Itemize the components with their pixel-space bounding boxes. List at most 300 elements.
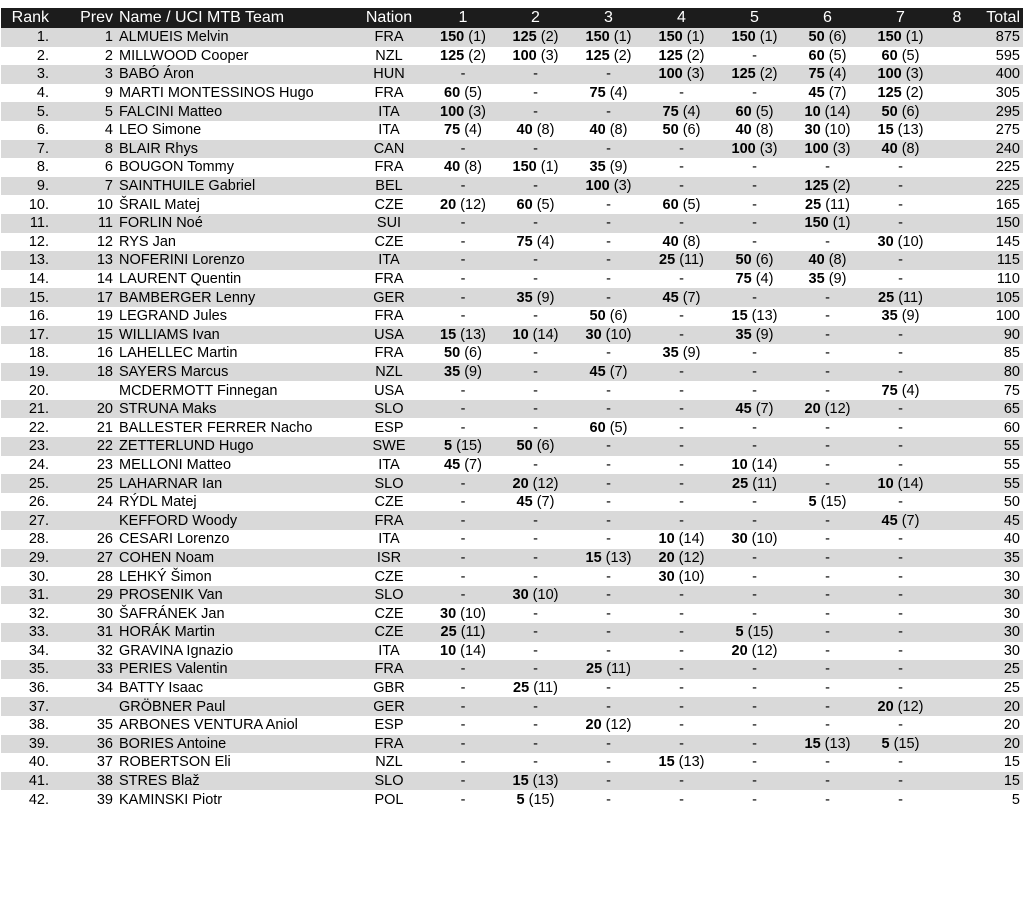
race-result-cell: - xyxy=(427,790,499,809)
race-result-cell: 40 (8) xyxy=(645,233,718,252)
race-result-cell: 150 (1) xyxy=(645,28,718,47)
nation-cell: ITA xyxy=(351,251,427,270)
race-result-cell: - xyxy=(864,363,937,382)
race-result-cell: 15 (13) xyxy=(791,735,864,754)
race-result-cell: 25 (11) xyxy=(645,251,718,270)
race-result-cell: - xyxy=(572,511,645,530)
race-result-cell xyxy=(937,474,977,493)
race-result-cell: 35 (9) xyxy=(499,288,572,307)
race-result-cell: 75 (4) xyxy=(499,233,572,252)
race-result-cell: 75 (4) xyxy=(791,65,864,84)
race-result-cell: - xyxy=(572,456,645,475)
nation-cell: ITA xyxy=(351,456,427,475)
race-result-cell: 100 (3) xyxy=(645,65,718,84)
race-result-cell: - xyxy=(499,716,572,735)
table-row xyxy=(1,233,1023,252)
race-result-cell: - xyxy=(791,363,864,382)
nation-cell: POL xyxy=(351,790,427,809)
total-cell: 25 xyxy=(977,679,1023,698)
rider-name-cell: GRÖBNER Paul xyxy=(117,697,351,716)
race-result-cell xyxy=(937,344,977,363)
race-result-cell: - xyxy=(572,772,645,791)
rank-cell: 29. xyxy=(1,549,63,568)
total-cell: 55 xyxy=(977,456,1023,475)
race-result-cell: 5 (15) xyxy=(427,437,499,456)
race-result-cell: 15 (13) xyxy=(572,549,645,568)
race-result-cell: 40 (8) xyxy=(864,140,937,159)
nation-cell: SWE xyxy=(351,437,427,456)
race-result-cell: 100 (3) xyxy=(572,177,645,196)
race-result-cell: - xyxy=(718,158,791,177)
rank-cell: 5. xyxy=(1,102,63,121)
race-result-cell: 20 (12) xyxy=(864,697,937,716)
prev-rank-cell: 27 xyxy=(63,549,117,568)
race-result-cell: - xyxy=(864,344,937,363)
race-result-cell: - xyxy=(572,381,645,400)
race-result-cell xyxy=(937,28,977,47)
race-result-cell: - xyxy=(572,102,645,121)
race-result-cell: - xyxy=(499,735,572,754)
race-result-cell: - xyxy=(572,753,645,772)
race-result-cell: 35 (9) xyxy=(427,363,499,382)
table-row xyxy=(1,140,1023,159)
nation-cell: SLO xyxy=(351,474,427,493)
race-result-cell: 125 (2) xyxy=(791,177,864,196)
race-result-cell xyxy=(937,400,977,419)
total-cell: 80 xyxy=(977,363,1023,382)
rank-cell: 35. xyxy=(1,660,63,679)
total-cell: 145 xyxy=(977,233,1023,252)
rider-name-cell: STRES Blaž xyxy=(117,772,351,791)
nation-cell: NZL xyxy=(351,47,427,66)
rank-cell: 36. xyxy=(1,679,63,698)
race-result-cell: - xyxy=(499,511,572,530)
race-result-cell: - xyxy=(572,288,645,307)
race-result-cell: - xyxy=(645,772,718,791)
rank-cell: 2. xyxy=(1,47,63,66)
race-result-cell: 15 (13) xyxy=(499,772,572,791)
race-result-cell xyxy=(937,493,977,512)
nation-cell: GBR xyxy=(351,679,427,698)
race-result-cell: - xyxy=(645,177,718,196)
race-result-cell: - xyxy=(645,437,718,456)
race-result-cell: - xyxy=(718,363,791,382)
race-result-cell xyxy=(937,177,977,196)
race-result-cell: - xyxy=(499,177,572,196)
rider-name-cell: BORIES Antoine xyxy=(117,735,351,754)
prev-rank-cell: 4 xyxy=(63,121,117,140)
race-result-cell: - xyxy=(427,177,499,196)
race-result-cell: - xyxy=(791,790,864,809)
race-result-cell: - xyxy=(718,214,791,233)
race-result-cell: - xyxy=(645,400,718,419)
nation-cell: ISR xyxy=(351,549,427,568)
prev-rank-cell: 12 xyxy=(63,233,117,252)
rank-cell: 42. xyxy=(1,790,63,809)
race-result-cell: - xyxy=(572,214,645,233)
race-result-cell: - xyxy=(572,567,645,586)
table-row xyxy=(1,177,1023,196)
race-result-cell: 35 (9) xyxy=(864,307,937,326)
prev-rank-cell: 39 xyxy=(63,790,117,809)
prev-rank-cell: 16 xyxy=(63,344,117,363)
table-row xyxy=(1,493,1023,512)
race-result-cell: 20 (12) xyxy=(718,642,791,661)
total-cell: 35 xyxy=(977,549,1023,568)
race-result-cell: - xyxy=(572,530,645,549)
nation-cell: FRA xyxy=(351,511,427,530)
race-result-cell: - xyxy=(864,270,937,289)
prev-rank-cell: 14 xyxy=(63,270,117,289)
race-result-cell: - xyxy=(645,623,718,642)
race-result-cell: - xyxy=(718,679,791,698)
rider-name-cell: MELLONI Matteo xyxy=(117,456,351,475)
race-result-cell xyxy=(937,158,977,177)
nation-cell: GER xyxy=(351,288,427,307)
race-result-cell: - xyxy=(864,214,937,233)
table-row xyxy=(1,716,1023,735)
race-result-cell: 150 (1) xyxy=(427,28,499,47)
nation-cell: USA xyxy=(351,381,427,400)
rider-name-cell: BABÓ Áron xyxy=(117,65,351,84)
standings-table xyxy=(1,8,1023,809)
prev-rank-cell xyxy=(63,697,117,716)
race-result-cell: - xyxy=(864,642,937,661)
rank-cell: 20. xyxy=(1,381,63,400)
rank-cell: 26. xyxy=(1,493,63,512)
table-row xyxy=(1,623,1023,642)
header-race-7: 7 xyxy=(864,8,937,28)
race-result-cell: - xyxy=(718,195,791,214)
race-result-cell: - xyxy=(499,251,572,270)
rider-name-cell: HORÁK Martin xyxy=(117,623,351,642)
race-result-cell: - xyxy=(499,307,572,326)
race-result-cell: - xyxy=(499,530,572,549)
rank-cell: 7. xyxy=(1,140,63,159)
total-cell: 275 xyxy=(977,121,1023,140)
race-result-cell: - xyxy=(499,660,572,679)
total-cell: 30 xyxy=(977,642,1023,661)
race-result-cell xyxy=(937,679,977,698)
race-result-cell: 5 (15) xyxy=(718,623,791,642)
rank-cell: 13. xyxy=(1,251,63,270)
race-result-cell: - xyxy=(572,493,645,512)
rank-cell: 21. xyxy=(1,400,63,419)
rank-cell: 3. xyxy=(1,65,63,84)
race-result-cell: 15 (13) xyxy=(645,753,718,772)
nation-cell: CZE xyxy=(351,195,427,214)
race-result-cell: - xyxy=(572,604,645,623)
total-cell: 45 xyxy=(977,511,1023,530)
table-row xyxy=(1,214,1023,233)
rank-cell: 8. xyxy=(1,158,63,177)
race-result-cell: 20 (12) xyxy=(645,549,718,568)
race-result-cell: - xyxy=(645,604,718,623)
race-result-cell: - xyxy=(572,65,645,84)
race-result-cell: - xyxy=(572,233,645,252)
race-result-cell: - xyxy=(864,753,937,772)
race-result-cell: 15 (13) xyxy=(718,307,791,326)
race-result-cell: - xyxy=(572,437,645,456)
race-result-cell: - xyxy=(645,140,718,159)
total-cell: 55 xyxy=(977,437,1023,456)
race-result-cell: 60 (5) xyxy=(718,102,791,121)
race-result-cell xyxy=(937,84,977,103)
nation-cell: HUN xyxy=(351,65,427,84)
race-result-cell xyxy=(937,549,977,568)
race-result-cell: - xyxy=(572,623,645,642)
total-cell: 25 xyxy=(977,660,1023,679)
race-result-cell: - xyxy=(791,697,864,716)
prev-rank-cell: 18 xyxy=(63,363,117,382)
rider-name-cell: GRAVINA Ignazio xyxy=(117,642,351,661)
race-result-cell xyxy=(937,102,977,121)
prev-rank-cell: 2 xyxy=(63,47,117,66)
total-cell: 65 xyxy=(977,400,1023,419)
prev-rank-cell: 34 xyxy=(63,679,117,698)
rider-name-cell: RÝDL Matej xyxy=(117,493,351,512)
race-result-cell: 30 (10) xyxy=(718,530,791,549)
race-result-cell xyxy=(937,270,977,289)
prev-rank-cell: 15 xyxy=(63,326,117,345)
race-result-cell: - xyxy=(572,679,645,698)
rank-cell: 41. xyxy=(1,772,63,791)
race-result-cell: 50 (6) xyxy=(645,121,718,140)
race-result-cell: - xyxy=(645,493,718,512)
race-result-cell: 150 (1) xyxy=(499,158,572,177)
race-result-cell xyxy=(937,511,977,530)
total-cell: 75 xyxy=(977,381,1023,400)
total-cell: 30 xyxy=(977,567,1023,586)
total-cell: 400 xyxy=(977,65,1023,84)
total-cell: 240 xyxy=(977,140,1023,159)
race-result-cell: 40 (8) xyxy=(499,121,572,140)
race-result-cell: 15 (13) xyxy=(427,326,499,345)
rank-cell: 4. xyxy=(1,84,63,103)
race-result-cell: - xyxy=(645,716,718,735)
rank-cell: 30. xyxy=(1,567,63,586)
race-result-cell: 10 (14) xyxy=(427,642,499,661)
race-result-cell: 45 (7) xyxy=(572,363,645,382)
rank-cell: 38. xyxy=(1,716,63,735)
race-result-cell: 45 (7) xyxy=(499,493,572,512)
nation-cell: CZE xyxy=(351,604,427,623)
race-result-cell xyxy=(937,772,977,791)
race-result-cell: - xyxy=(864,177,937,196)
race-result-cell: 25 (11) xyxy=(864,288,937,307)
race-result-cell: - xyxy=(791,307,864,326)
race-result-cell: 100 (3) xyxy=(718,140,791,159)
race-result-cell: - xyxy=(427,307,499,326)
prev-rank-cell: 10 xyxy=(63,195,117,214)
race-result-cell: - xyxy=(718,790,791,809)
rank-cell: 1. xyxy=(1,28,63,47)
rank-cell: 18. xyxy=(1,344,63,363)
table-row xyxy=(1,660,1023,679)
race-result-cell: - xyxy=(499,549,572,568)
rider-name-cell: FORLIN Noé xyxy=(117,214,351,233)
race-result-cell: - xyxy=(791,549,864,568)
race-result-cell xyxy=(937,642,977,661)
prev-rank-cell: 19 xyxy=(63,307,117,326)
race-result-cell: - xyxy=(718,604,791,623)
race-result-cell: - xyxy=(864,195,937,214)
header-rank: Rank xyxy=(1,8,63,28)
total-cell: 30 xyxy=(977,604,1023,623)
race-result-cell: - xyxy=(572,474,645,493)
prev-rank-cell: 13 xyxy=(63,251,117,270)
race-result-cell: 45 (7) xyxy=(791,84,864,103)
race-result-cell: - xyxy=(645,679,718,698)
rider-name-cell: BAMBERGER Lenny xyxy=(117,288,351,307)
prev-rank-cell: 36 xyxy=(63,735,117,754)
nation-cell: CZE xyxy=(351,567,427,586)
rider-name-cell: BLAIR Rhys xyxy=(117,140,351,159)
race-result-cell: 50 (6) xyxy=(427,344,499,363)
race-result-cell: - xyxy=(864,456,937,475)
race-result-cell: - xyxy=(791,233,864,252)
rider-name-cell: ARBONES VENTURA Aniol xyxy=(117,716,351,735)
race-result-cell: - xyxy=(427,288,499,307)
race-result-cell xyxy=(937,47,977,66)
race-result-cell: - xyxy=(427,251,499,270)
header-race-8: 8 xyxy=(937,8,977,28)
total-cell: 225 xyxy=(977,177,1023,196)
nation-cell: CAN xyxy=(351,140,427,159)
race-result-cell: - xyxy=(791,474,864,493)
race-result-cell: - xyxy=(427,270,499,289)
race-result-cell: - xyxy=(427,697,499,716)
race-result-cell: - xyxy=(645,660,718,679)
race-result-cell: - xyxy=(572,251,645,270)
table-row xyxy=(1,195,1023,214)
race-result-cell: 10 (14) xyxy=(645,530,718,549)
race-result-cell xyxy=(937,604,977,623)
nation-cell: ITA xyxy=(351,530,427,549)
nation-cell: BEL xyxy=(351,177,427,196)
race-result-cell: 10 (14) xyxy=(499,326,572,345)
race-result-cell: - xyxy=(791,344,864,363)
nation-cell: SLO xyxy=(351,772,427,791)
race-result-cell: - xyxy=(499,567,572,586)
nation-cell: FRA xyxy=(351,307,427,326)
prev-rank-cell: 5 xyxy=(63,102,117,121)
rider-name-cell: ROBERTSON Eli xyxy=(117,753,351,772)
total-cell: 595 xyxy=(977,47,1023,66)
nation-cell: ITA xyxy=(351,121,427,140)
race-result-cell: - xyxy=(718,381,791,400)
nation-cell: FRA xyxy=(351,735,427,754)
race-result-cell: - xyxy=(718,177,791,196)
race-result-cell: 60 (5) xyxy=(791,47,864,66)
race-result-cell: 40 (8) xyxy=(572,121,645,140)
race-result-cell: 150 (1) xyxy=(864,28,937,47)
race-result-cell: - xyxy=(645,326,718,345)
total-cell: 55 xyxy=(977,474,1023,493)
race-result-cell: 60 (5) xyxy=(645,195,718,214)
race-result-cell: 20 (12) xyxy=(427,195,499,214)
rider-name-cell: LEGRAND Jules xyxy=(117,307,351,326)
table-row xyxy=(1,735,1023,754)
header-nation: Nation xyxy=(351,8,427,28)
prev-rank-cell xyxy=(63,511,117,530)
race-result-cell: 45 (7) xyxy=(718,400,791,419)
rider-name-cell: FALCINI Matteo xyxy=(117,102,351,121)
race-result-cell: 100 (3) xyxy=(499,47,572,66)
race-result-cell: 25 (11) xyxy=(718,474,791,493)
race-result-cell: - xyxy=(499,270,572,289)
prev-rank-cell: 3 xyxy=(63,65,117,84)
race-result-cell xyxy=(937,586,977,605)
table-row xyxy=(1,121,1023,140)
race-result-cell: - xyxy=(791,381,864,400)
race-result-cell: - xyxy=(499,753,572,772)
race-result-cell: - xyxy=(427,65,499,84)
prev-rank-cell: 37 xyxy=(63,753,117,772)
table-row xyxy=(1,437,1023,456)
race-result-cell: 125 (2) xyxy=(572,47,645,66)
nation-cell: CZE xyxy=(351,493,427,512)
total-cell: 30 xyxy=(977,623,1023,642)
header-race-3: 3 xyxy=(572,8,645,28)
total-cell: 110 xyxy=(977,270,1023,289)
race-result-cell: - xyxy=(864,790,937,809)
race-result-cell: - xyxy=(645,158,718,177)
rider-name-cell: MCDERMOTT Finnegan xyxy=(117,381,351,400)
rider-name-cell: SAYERS Marcus xyxy=(117,363,351,382)
rider-name-cell: ŠAFRÁNEK Jan xyxy=(117,604,351,623)
race-result-cell: 125 (2) xyxy=(427,47,499,66)
rank-cell: 14. xyxy=(1,270,63,289)
total-cell: 50 xyxy=(977,493,1023,512)
race-result-cell: 150 (1) xyxy=(791,214,864,233)
nation-cell: SLO xyxy=(351,586,427,605)
header-name: Name / UCI MTB Team xyxy=(117,8,351,28)
race-result-cell xyxy=(937,307,977,326)
rider-name-cell: NOFERINI Lorenzo xyxy=(117,251,351,270)
header-race-2: 2 xyxy=(499,8,572,28)
nation-cell: GER xyxy=(351,697,427,716)
race-result-cell: - xyxy=(499,418,572,437)
rank-cell: 12. xyxy=(1,233,63,252)
race-result-cell: - xyxy=(572,270,645,289)
race-result-cell: - xyxy=(864,326,937,345)
race-result-cell: - xyxy=(718,47,791,66)
race-result-cell: - xyxy=(427,679,499,698)
race-result-cell: - xyxy=(718,288,791,307)
race-result-cell: - xyxy=(572,400,645,419)
race-result-cell: 40 (8) xyxy=(791,251,864,270)
race-result-cell: 20 (12) xyxy=(499,474,572,493)
total-cell: 85 xyxy=(977,344,1023,363)
rank-cell: 25. xyxy=(1,474,63,493)
race-result-cell: - xyxy=(791,530,864,549)
race-result-cell: 125 (2) xyxy=(499,28,572,47)
race-result-cell: - xyxy=(718,772,791,791)
table-row xyxy=(1,772,1023,791)
race-result-cell: - xyxy=(718,511,791,530)
prev-rank-cell: 21 xyxy=(63,418,117,437)
race-result-cell: 50 (6) xyxy=(572,307,645,326)
rider-name-cell: BATTY Isaac xyxy=(117,679,351,698)
table-row xyxy=(1,642,1023,661)
race-result-cell xyxy=(937,381,977,400)
race-result-cell xyxy=(937,363,977,382)
race-result-cell xyxy=(937,753,977,772)
rider-name-cell: CESARI Lorenzo xyxy=(117,530,351,549)
nation-cell: CZE xyxy=(351,623,427,642)
rider-name-cell: MILLWOOD Cooper xyxy=(117,47,351,66)
